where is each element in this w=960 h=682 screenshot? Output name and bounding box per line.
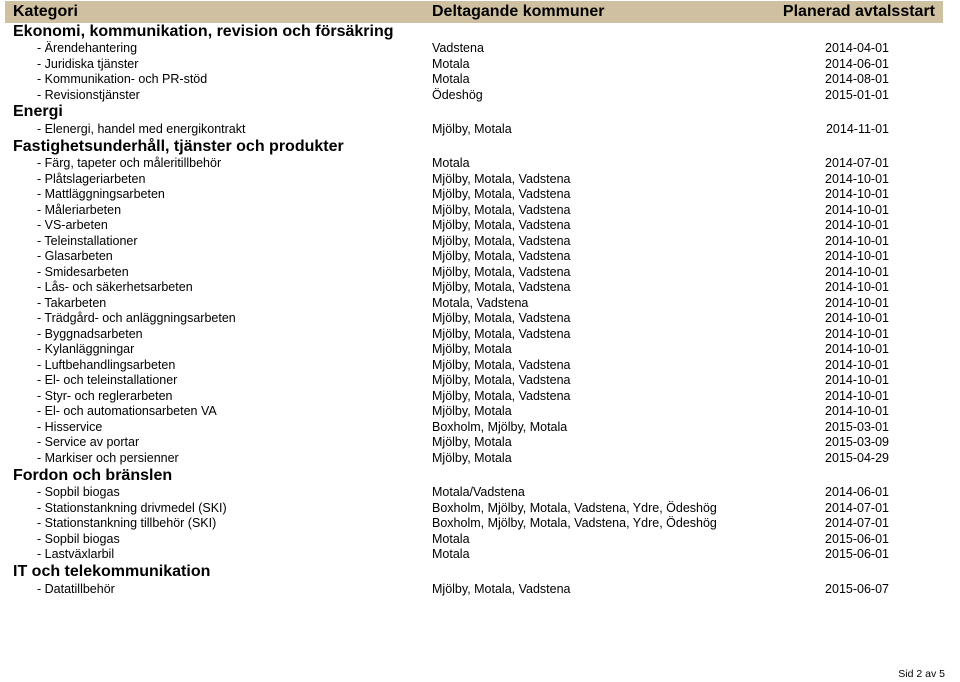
item-name: - Kommunikation- och PR-stöd <box>37 72 208 86</box>
item-date: 2014-10-01 <box>825 326 889 341</box>
item-date: 2014-07-01 <box>825 500 889 515</box>
item-municipalities: Mjölby, Motala <box>432 122 512 136</box>
item-name: - Trädgård- och anläggningsarbeten <box>37 311 236 325</box>
table-row <box>0 233 960 249</box>
item-name: - El- och teleinstallationer <box>37 373 178 387</box>
item-municipalities: Mjölby, Motala, Vadstena <box>432 202 571 217</box>
item-date: 2014-04-01 <box>825 41 889 55</box>
table-row <box>0 341 960 357</box>
header-category: Kategori <box>13 3 78 20</box>
item-name: - Ärendehantering <box>37 41 138 55</box>
table-row <box>0 171 960 187</box>
category-heading: Fordon och bränslen <box>13 467 173 484</box>
table-row <box>0 264 960 280</box>
item-name: - Juridiska tjänster <box>37 56 139 71</box>
item-municipalities: Mjölby, Motala, Vadstena <box>432 249 571 263</box>
item-municipalities: Mjölby, Motala, Vadstena <box>432 264 571 279</box>
table-row <box>0 121 960 137</box>
table-row <box>0 546 960 562</box>
item-date: 2014-10-01 <box>825 218 889 232</box>
item-date: 2014-07-01 <box>825 516 889 530</box>
table-row <box>0 310 960 326</box>
item-date: 2014-10-01 <box>825 171 889 186</box>
item-name: - Markiser och persienner <box>37 450 179 465</box>
header-municipalities: Deltagande kommuner <box>432 3 605 20</box>
table-row <box>0 71 960 87</box>
item-date: 2014-06-01 <box>825 56 889 71</box>
item-municipalities: Mjölby, Motala <box>432 450 512 465</box>
item-name: - El- och automationsarbeten VA <box>37 404 217 418</box>
category-heading: IT och telekommunikation <box>13 563 211 580</box>
item-municipalities: Motala, Vadstena <box>432 295 529 310</box>
item-name: - Lastväxlarbil <box>37 547 115 561</box>
item-name: - Kylanläggningar <box>37 342 135 356</box>
table-row <box>0 372 960 388</box>
table-row <box>0 581 960 597</box>
item-name: - Takarbeten <box>37 295 107 310</box>
item-name: - Färg, tapeter och måleritillbehör <box>37 156 222 170</box>
item-municipalities: Motala/Vadstena <box>432 485 525 499</box>
item-municipalities: Motala <box>432 72 470 86</box>
table-row <box>0 155 960 171</box>
item-name: - Luftbehandlingsarbeten <box>37 357 176 372</box>
page-number: Sid 2 av 5 <box>898 668 945 680</box>
item-date: 2015-06-01 <box>825 547 889 561</box>
item-date: 2014-10-01 <box>825 388 889 403</box>
item-municipalities: Mjölby, Motala, Vadstena <box>432 187 571 201</box>
item-date: 2015-06-01 <box>825 531 889 546</box>
item-municipalities: Mjölby, Motala, Vadstena <box>432 311 571 325</box>
table-row <box>0 87 960 103</box>
category-heading: Ekonomi, kommunikation, revision och försäkring <box>13 23 394 40</box>
item-date: 2014-11-01 <box>825 122 889 136</box>
item-date: 2014-10-01 <box>825 295 889 310</box>
table-row <box>0 500 960 516</box>
table-row <box>0 484 960 500</box>
item-name: - Lås- och säkerhetsarbeten <box>37 280 193 294</box>
table-row <box>0 279 960 295</box>
item-municipalities: Mjölby, Motala, Vadstena <box>432 373 571 387</box>
category-heading: Energi <box>13 103 63 120</box>
item-municipalities: Mjölby, Motala, Vadstena <box>432 326 571 341</box>
table-row <box>0 434 960 450</box>
item-municipalities: Mjölby, Motala, Vadstena <box>432 582 571 596</box>
item-date: 2014-10-01 <box>825 342 889 356</box>
table-row <box>0 450 960 466</box>
item-municipalities: Boxholm, Mjölby, Motala, Vadstena, Ydre, Ödeshög <box>432 500 717 515</box>
item-municipalities: Mjölby, Motala, Vadstena <box>432 357 571 372</box>
item-name: - Sopbil biogas <box>37 531 120 546</box>
item-date: 2014-10-01 <box>825 373 889 387</box>
header-start-date: Planerad avtalsstart <box>782 3 935 20</box>
item-name: - Service av portar <box>37 435 140 449</box>
item-name: - Plåtslageriarbeten <box>37 171 146 186</box>
item-date: 2014-08-01 <box>825 72 889 86</box>
item-date: 2014-10-01 <box>825 249 889 263</box>
item-date: 2014-07-01 <box>825 156 889 170</box>
table-row <box>0 388 960 404</box>
item-name: - Revisionstjänster <box>37 87 140 102</box>
item-municipalities: Vadstena <box>432 41 484 55</box>
item-date: 2014-10-01 <box>825 202 889 217</box>
item-name: - Byggnadsarbeten <box>37 326 143 341</box>
item-name: - Elenergi, handel med energikontrakt <box>37 122 246 136</box>
item-name: - Smidesarbeten <box>37 264 129 279</box>
item-municipalities: Motala <box>432 547 470 561</box>
item-municipalities: Boxholm, Mjölby, Motala <box>432 419 568 434</box>
table-row <box>0 419 960 435</box>
table-row <box>0 217 960 233</box>
table-row <box>0 326 960 342</box>
table-row <box>0 531 960 547</box>
table-row <box>0 40 960 56</box>
item-name: - Datatillbehör <box>37 582 115 596</box>
item-municipalities: Mjölby, Motala, Vadstena <box>432 280 571 294</box>
item-date: 2015-01-01 <box>825 87 889 102</box>
item-date: 2014-10-01 <box>825 187 889 201</box>
table-row <box>0 295 960 311</box>
item-date: 2014-10-01 <box>825 280 889 294</box>
table-row <box>0 248 960 264</box>
item-name: - Glasarbeten <box>37 249 113 263</box>
item-date: 2014-10-01 <box>825 233 889 248</box>
item-date: 2015-06-07 <box>825 582 889 596</box>
table-row <box>0 56 960 72</box>
item-name: - Stationstankning tillbehör (SKI) <box>37 516 217 530</box>
item-municipalities: Mjölby, Motala <box>432 404 512 418</box>
item-municipalities: Mjölby, Motala, Vadstena <box>432 171 571 186</box>
item-name: - VS-arbeten <box>37 218 108 232</box>
item-name: - Mattläggningsarbeten <box>37 187 165 201</box>
item-date: 2014-10-01 <box>825 404 889 418</box>
item-date: 2015-04-29 <box>825 450 889 465</box>
category-heading: Fastighetsunderhåll, tjänster och produkter <box>13 138 344 155</box>
item-municipalities: Mjölby, Motala, Vadstena <box>432 218 571 232</box>
table-row <box>0 403 960 419</box>
item-date: 2014-10-01 <box>825 264 889 279</box>
item-date: 2014-10-01 <box>825 311 889 325</box>
table-row <box>0 202 960 218</box>
item-name: - Måleriarbeten <box>37 202 122 217</box>
item-date: 2015-03-01 <box>825 419 889 434</box>
table-row <box>0 186 960 202</box>
item-name: - Teleinstallationer <box>37 233 138 248</box>
table-row <box>0 515 960 531</box>
item-municipalities: Mjölby, Motala, Vadstena <box>432 388 571 403</box>
item-municipalities: Mjölby, Motala <box>432 435 512 449</box>
item-date: 2014-06-01 <box>825 485 889 499</box>
item-municipalities: Mjölby, Motala, Vadstena <box>432 233 571 248</box>
item-municipalities: Boxholm, Mjölby, Motala, Vadstena, Ydre, Ödeshög <box>432 516 717 530</box>
item-municipalities: Motala <box>432 531 470 546</box>
item-municipalities: Motala <box>432 56 470 71</box>
item-municipalities: Mjölby, Motala <box>432 342 512 356</box>
item-municipalities: Motala <box>432 156 470 170</box>
item-date: 2014-10-01 <box>825 357 889 372</box>
item-date: 2015-03-09 <box>825 435 889 449</box>
item-name: - Hisservice <box>37 419 103 434</box>
table-row <box>0 357 960 373</box>
item-name: - Stationstankning drivmedel (SKI) <box>37 500 227 515</box>
item-name: - Styr- och reglerarbeten <box>37 388 173 403</box>
table-header <box>5 1 943 23</box>
item-name: - Sopbil biogas <box>37 485 120 499</box>
item-municipalities: Ödeshög <box>432 87 483 102</box>
